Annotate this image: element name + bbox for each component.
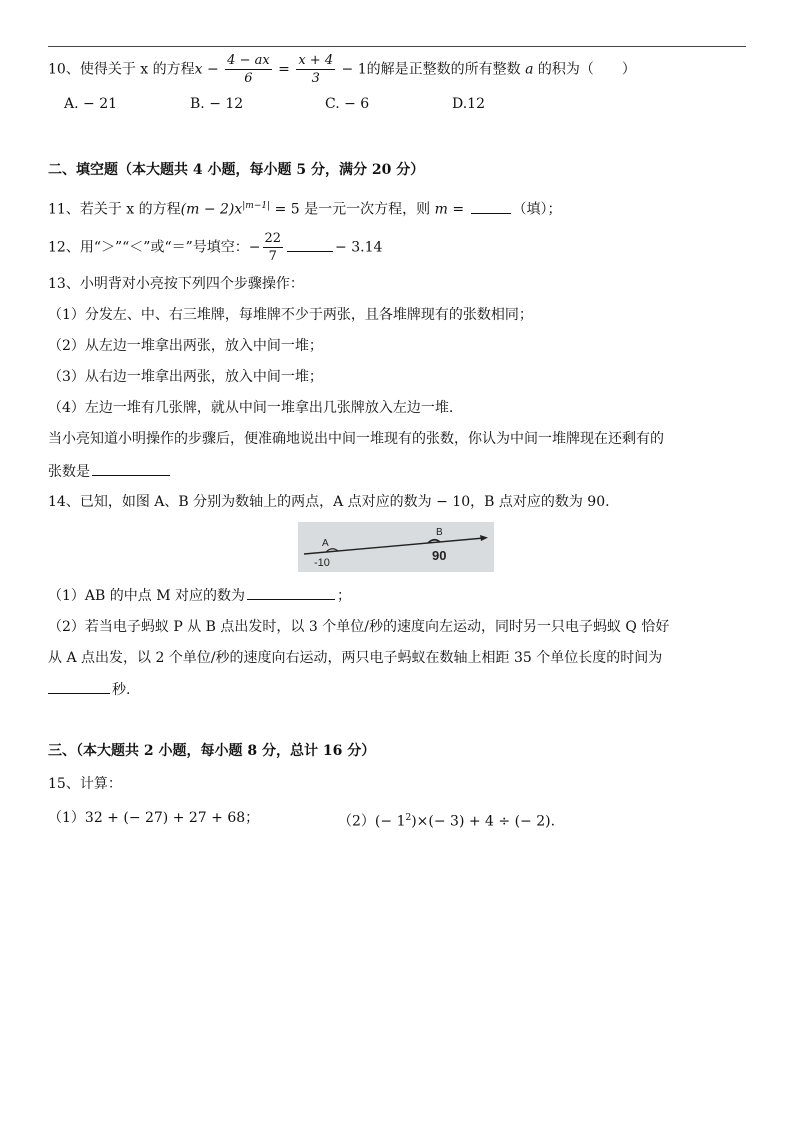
section-3-title: 三、（本大题共 2 小题，每小题 8 分，总计 16 分） <box>48 743 376 759</box>
q11-equals: = <box>447 201 469 218</box>
q14-part-2-blank[interactable] <box>48 679 110 694</box>
top-rule <box>48 46 746 47</box>
q10-option-c: C. − 6 <box>325 96 370 112</box>
q12-suffix: − 3.14 <box>335 239 383 256</box>
q13-conclusion-text: 张数是 <box>48 464 90 480</box>
q14-intro: 14、已知，如图 A、B 分别为数轴上的两点，A 点对应的数为 − 10，B 点对应的数为 90. <box>48 494 610 510</box>
q10-prefix: 10、使得关于 x 的方程 <box>48 61 195 78</box>
q10-option-d: D.12 <box>452 96 485 112</box>
q12-answer-blank[interactable] <box>287 237 333 252</box>
q13-conclusion-line-2 <box>48 461 172 482</box>
q15-part-2-prefix: （2） <box>338 813 375 830</box>
q13-answer-blank[interactable] <box>92 461 170 476</box>
q10-frac1-denominator: 6 <box>244 71 253 86</box>
q14-part-1 <box>48 585 351 606</box>
q10-suffix-2: 的积为（ ） <box>533 61 636 78</box>
point-b-value: 90 <box>432 548 447 563</box>
q10-frac2-numerator: x + 4 <box>298 53 334 68</box>
q14-part-2-line-1: （2）若当电子蚂蚁 P 从 B 点出发时，以 3 个单位/秒的速度向左运动，同时另一只电子蚂蚁 Q 恰好 <box>48 619 670 635</box>
q15-part-1: （1）32 + (− 27) + 27 + 68； <box>48 810 260 826</box>
q15-part-2-b: )×(− 3) + 4 ÷ (− 2). <box>411 813 556 830</box>
number-line-figure <box>298 522 494 572</box>
q15-intro: 15、计算： <box>48 776 122 792</box>
point-b-label: B <box>436 527 443 538</box>
number-line-svg <box>298 522 494 572</box>
q13-step-1: （1）分发左、中、右三堆牌，每堆牌不少于两张，且各堆牌现有的张数相同； <box>48 307 533 323</box>
q13-step-3: （3）从右边一堆拿出两张，放入中间一堆； <box>48 369 323 385</box>
q14-part-1-blank[interactable] <box>247 585 335 600</box>
q11-exponent: |m−1| <box>242 201 271 211</box>
q15-part-2-a: (− 1 <box>374 813 406 830</box>
q11-suffix: （填）； <box>512 201 562 218</box>
q14-part-2-line-2: 从 A 点出发，以 2 个单位/秒的速度向右运动，两只电子蚂蚁在数轴上相距 35 个单位长度的时间为 <box>48 650 663 666</box>
q11-m: m <box>434 201 448 218</box>
question-10 <box>48 52 636 87</box>
q11-expression: (m − 2)x <box>180 201 243 218</box>
q15-part-2 <box>338 808 555 832</box>
q11-answer-blank[interactable] <box>471 199 511 214</box>
q10-option-b: B. − 12 <box>190 96 244 112</box>
question-12 <box>48 230 382 265</box>
q10-minus-one: − 1 <box>337 61 367 78</box>
q10-fraction-1 <box>225 52 272 87</box>
point-a-label: A <box>322 538 329 549</box>
q12-denominator: 7 <box>268 249 277 264</box>
q12-minus: − <box>248 239 261 256</box>
q12-numerator: 22 <box>264 231 282 246</box>
q10-frac2-denominator: 3 <box>311 71 320 86</box>
q10-equals: = <box>273 61 295 78</box>
question-11 <box>48 196 562 220</box>
q11-mid: = 5 是一元一次方程，则 <box>270 201 435 218</box>
q10-option-a: A. − 21 <box>64 96 118 112</box>
point-a-value: -10 <box>314 557 330 569</box>
number-line-arrow-icon <box>480 535 488 541</box>
q11-prefix: 11、若关于 x 的方程 <box>48 201 181 218</box>
q13-step-2: （2）从左边一堆拿出两张，放入中间一堆； <box>48 338 323 354</box>
q12-prefix: 12、用“＞”“＜”或“＝”号填空： <box>48 239 249 256</box>
q14-part-1-end: ； <box>337 588 351 604</box>
number-line-axis <box>304 538 484 554</box>
section-2-title: 二、填空题（本大题共 4 小题，每小题 5 分，满分 20 分） <box>48 162 425 178</box>
q14-part-2-line-3 <box>48 679 130 700</box>
q10-minus: − <box>202 61 224 78</box>
q13-step-4: （4）左边一堆有几张牌，就从中间一堆拿出几张牌放入左边一堆. <box>48 400 454 416</box>
q12-fraction <box>263 230 284 265</box>
q14-part-1-text: （1）AB 的中点 M 对应的数为 <box>48 588 245 604</box>
q10-a: a <box>525 61 534 78</box>
q13-conclusion-line-1: 当小亮知道小明操作的步骤后，便准确地说出中间一堆现有的张数，你认为中间一堆牌现在还剩有的 <box>48 431 664 447</box>
q14-part-2-end: 秒. <box>112 682 131 698</box>
q10-fraction-2 <box>296 52 335 87</box>
q15-part-2-exponent: 2 <box>405 813 412 823</box>
q10-x: x <box>194 61 203 78</box>
q10-frac1-numerator: 4 − ax <box>227 53 270 68</box>
q13-intro: 13、小明背对小亮按下列四个步骤操作： <box>48 276 304 292</box>
q10-suffix: 的解是正整数的所有整数 <box>366 61 526 78</box>
